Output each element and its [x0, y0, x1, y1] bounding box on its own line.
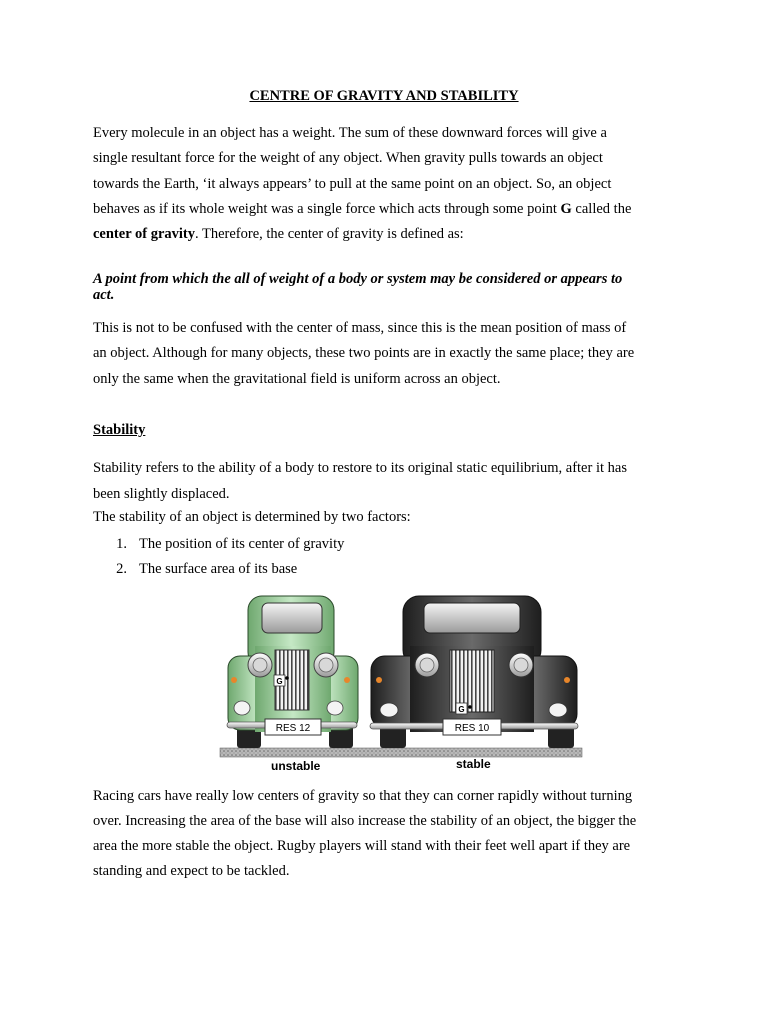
factors-list [93, 532, 683, 582]
left-g-text: G [276, 677, 283, 686]
stable-car [370, 596, 578, 748]
unstable-car [227, 596, 358, 748]
left-plate-text: RES 12 [275, 723, 311, 734]
mass-line: only the same when the gravitational field is uniform across an object. [93, 370, 501, 387]
unstable-label: unstable [271, 759, 321, 773]
definition-line: A point from which the all of weight of a body or system may be considered or appears to [93, 271, 623, 287]
center-of-gravity-term: center of gravity [93, 226, 195, 243]
definition-text [93, 271, 683, 303]
cars-illustration [215, 590, 585, 775]
g-symbol: G [560, 200, 572, 217]
racing-line: standing and expect to be tackled. [93, 863, 290, 879]
list-number: 2. [116, 561, 127, 577]
right-plate-text: RES 10 [454, 723, 490, 734]
racing-line: over. Increasing the area of the base will also increase the stability of an object, the bigger the [93, 813, 637, 829]
list-text: The position of its center of gravity [139, 536, 345, 552]
right-g-text: G [458, 705, 465, 714]
stability-heading: Stability [93, 422, 146, 438]
list-item [93, 557, 683, 582]
page-title: CENTRE OF GRAVITY AND STABILITY [249, 88, 519, 104]
list-text: The surface area of its base [139, 561, 298, 577]
intro-text: behaves as if its whole weight was a single force which acts through some point [93, 200, 561, 217]
intro-line: single resultant force for the weight of any object. When gravity pulls towards an object [93, 150, 603, 167]
list-number: 1. [116, 536, 127, 552]
intro-paragraph [93, 121, 683, 247]
stable-label: stable [456, 757, 491, 771]
ground-strip [220, 748, 582, 757]
intro-line [93, 197, 683, 222]
intro-text: called the [571, 200, 632, 217]
intro-text: . Therefore, the center of gravity is defined as: [195, 226, 464, 243]
intro-line: towards the Earth, ‘it always appears’ to pull at the same point on an object. So, an object [93, 175, 612, 192]
racing-cars-paragraph [93, 784, 683, 884]
intro-line: Every molecule in an object has a weight. The sum of these downward forces will give a [93, 125, 607, 141]
stability-line: Stability refers to the ability of a body to restore to its original static equilibrium, after it has [93, 460, 627, 476]
definition-line: act. [93, 287, 115, 303]
stability-cars-figure [215, 590, 585, 775]
intro-line [93, 222, 683, 247]
list-item [93, 532, 683, 557]
racing-line: area the more stable the object. Rugby players will stand with their feet well apart if they are [93, 838, 631, 854]
stability-paragraph [93, 456, 683, 527]
racing-line: Racing cars have really low centers of gravity so that they can corner rapidly without turning [93, 788, 633, 804]
stability-line: been slightly displaced. [93, 485, 230, 502]
center-of-mass-paragraph [93, 316, 683, 392]
mass-line: This is not to be confused with the center of mass, since this is the mean position of mass of [93, 320, 627, 336]
mass-line: an object. Although for many objects, these two points are in exactly the same place; they are [93, 345, 635, 362]
stability-line: The stability of an object is determined by two factors: [93, 509, 411, 525]
